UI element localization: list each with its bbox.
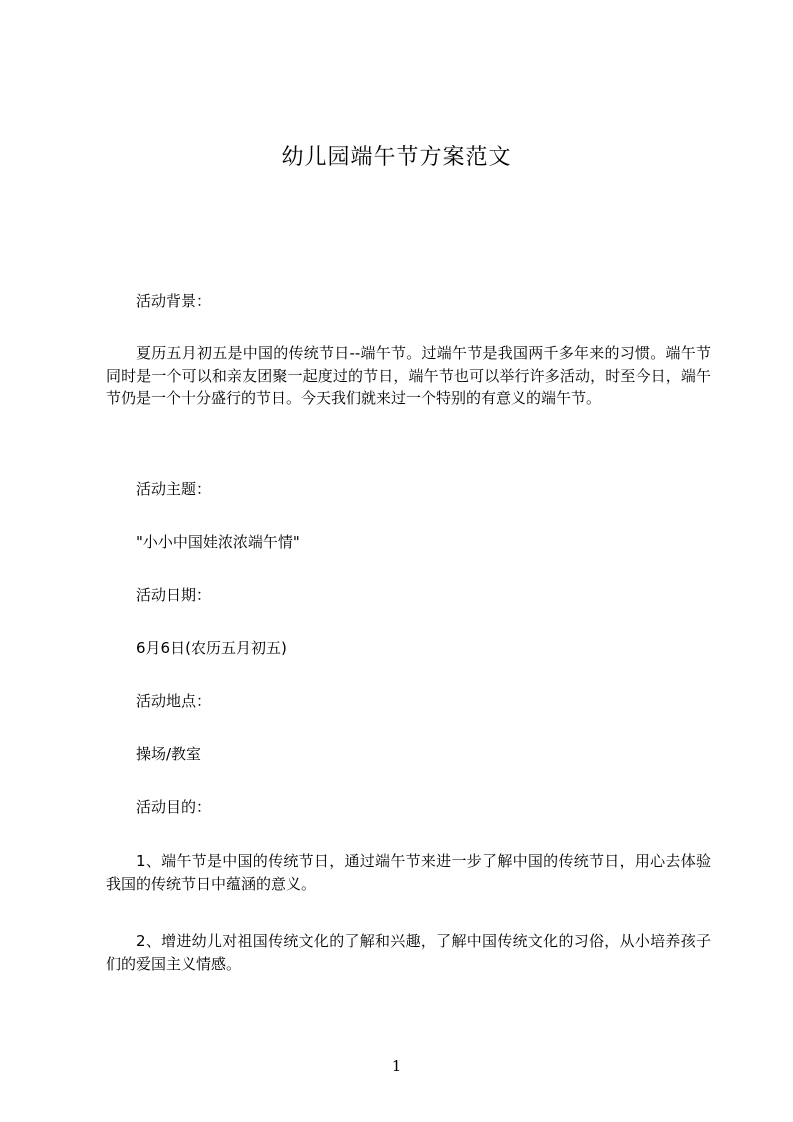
page-number: 1: [391, 1057, 402, 1075]
background-label: 活动背景：: [136, 292, 212, 310]
goal-label: 活动目的：: [136, 798, 212, 816]
document-title: 幼儿园端午节方案范文: [281, 145, 512, 170]
theme-text: "小小中国娃浓浓端午情": [136, 533, 300, 551]
theme-label: 活动主题：: [136, 480, 212, 498]
background-paragraph: 夏历五月初五是中国的传统节日--端午节。过端午节是我国两千多年来的习惯。端午节同时是一个可以和亲友团聚一起度过的节日，端午节也可以举行许多活动，时至今日，端午节仍是一个十分盛行的节日。今天我们就来过一个特别的有意义的端午节。: [106, 344, 711, 407]
goal-item-1: 1、端午节是中国的传统节日，通过端午节来进一步了解中国的传统节日，用心去体验我国的传统节日中蕴涵的意义。: [106, 852, 711, 893]
goal-item-2: 2、增进幼儿对祖国传统文化的了解和兴趣，了解中国传统文化的习俗，从小培养孩子们的爱国主义情感。: [106, 932, 711, 973]
place-label: 活动地点：: [136, 692, 212, 710]
date-label: 活动日期：: [136, 586, 212, 604]
place-text: 操场/教室: [136, 745, 202, 763]
date-text: 6月6日(农历五月初五): [136, 639, 287, 657]
